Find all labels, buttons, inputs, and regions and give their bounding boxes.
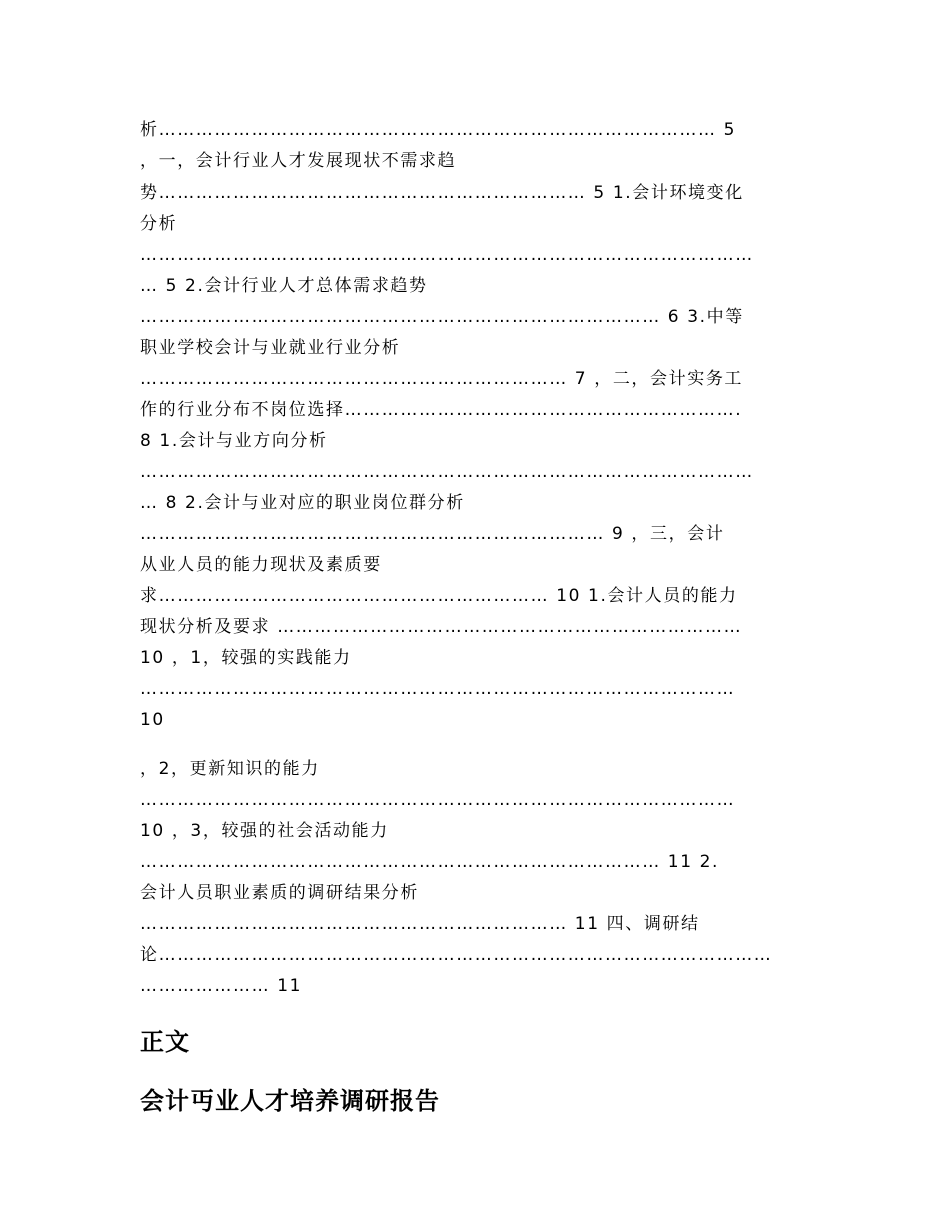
toc-line: ………………………………………………………………………………………: [140, 245, 754, 265]
toc-line: 求……………………………………………………… 10 1.会计人员的能力: [140, 586, 738, 606]
toc-line: … 8 2.会计与业对应的职业岗位群分析: [140, 493, 465, 513]
toc-line: 论………………………………………………………………………………………: [140, 945, 773, 965]
toc-line: 析……………………………………………………………………………… 5: [140, 120, 737, 140]
toc-line: … 5 2.会计行业人才总体需求趋势: [140, 276, 428, 296]
toc-line: 会计人员职业素质的调研结果分析: [140, 883, 419, 903]
toc-line: 8 1.会计与业方向分析: [140, 431, 328, 451]
section-title: 正文: [140, 1028, 190, 1056]
toc-line: ………………………………………………………………………… 6 3.中等: [140, 307, 744, 327]
toc-line: 作的行业分布不岗位选择……………………………………………………….: [140, 400, 743, 420]
toc-line: …………………………………………………………… 11 四、调研结: [140, 914, 700, 934]
toc-line: 10 ，1，较强的实践能力: [140, 648, 352, 668]
toc-line: ……………………………………………………………………………………: [140, 679, 736, 699]
toc-line: ………………… 11: [140, 976, 303, 996]
toc-line: ，一，会计行业人才发展现状不需求趋: [140, 151, 457, 171]
toc-line: 现状分析及要求 …………………………………………………………………: [140, 617, 743, 637]
toc-line: 从业人员的能力现状及素质要: [140, 555, 382, 575]
toc-line: ……………………………………………………………………………………: [140, 790, 736, 810]
toc-line: ………………………………………………………………………… 11 2.: [140, 852, 720, 872]
toc-line: ，2，更新知识的能力: [140, 759, 320, 779]
toc-line: ………………………………………………………………………………………: [140, 462, 754, 482]
toc-line: ………………………………………………………………… 9 ，三，会计: [140, 524, 725, 544]
toc-line: 10 ，3，较强的社会活动能力: [140, 821, 389, 841]
toc-line: …………………………………………………………… 7 ，二，会计实务工: [140, 369, 744, 389]
toc-line: 分析: [140, 214, 178, 234]
toc-line: 10: [140, 710, 165, 730]
toc-line: 职业学校会计与业就业行业分析: [140, 338, 401, 358]
report-title: 会计丏业人才培养调研报告: [140, 1087, 440, 1115]
toc-line: 势…………………………………………………………… 5 1.会计环境变化: [140, 183, 744, 203]
